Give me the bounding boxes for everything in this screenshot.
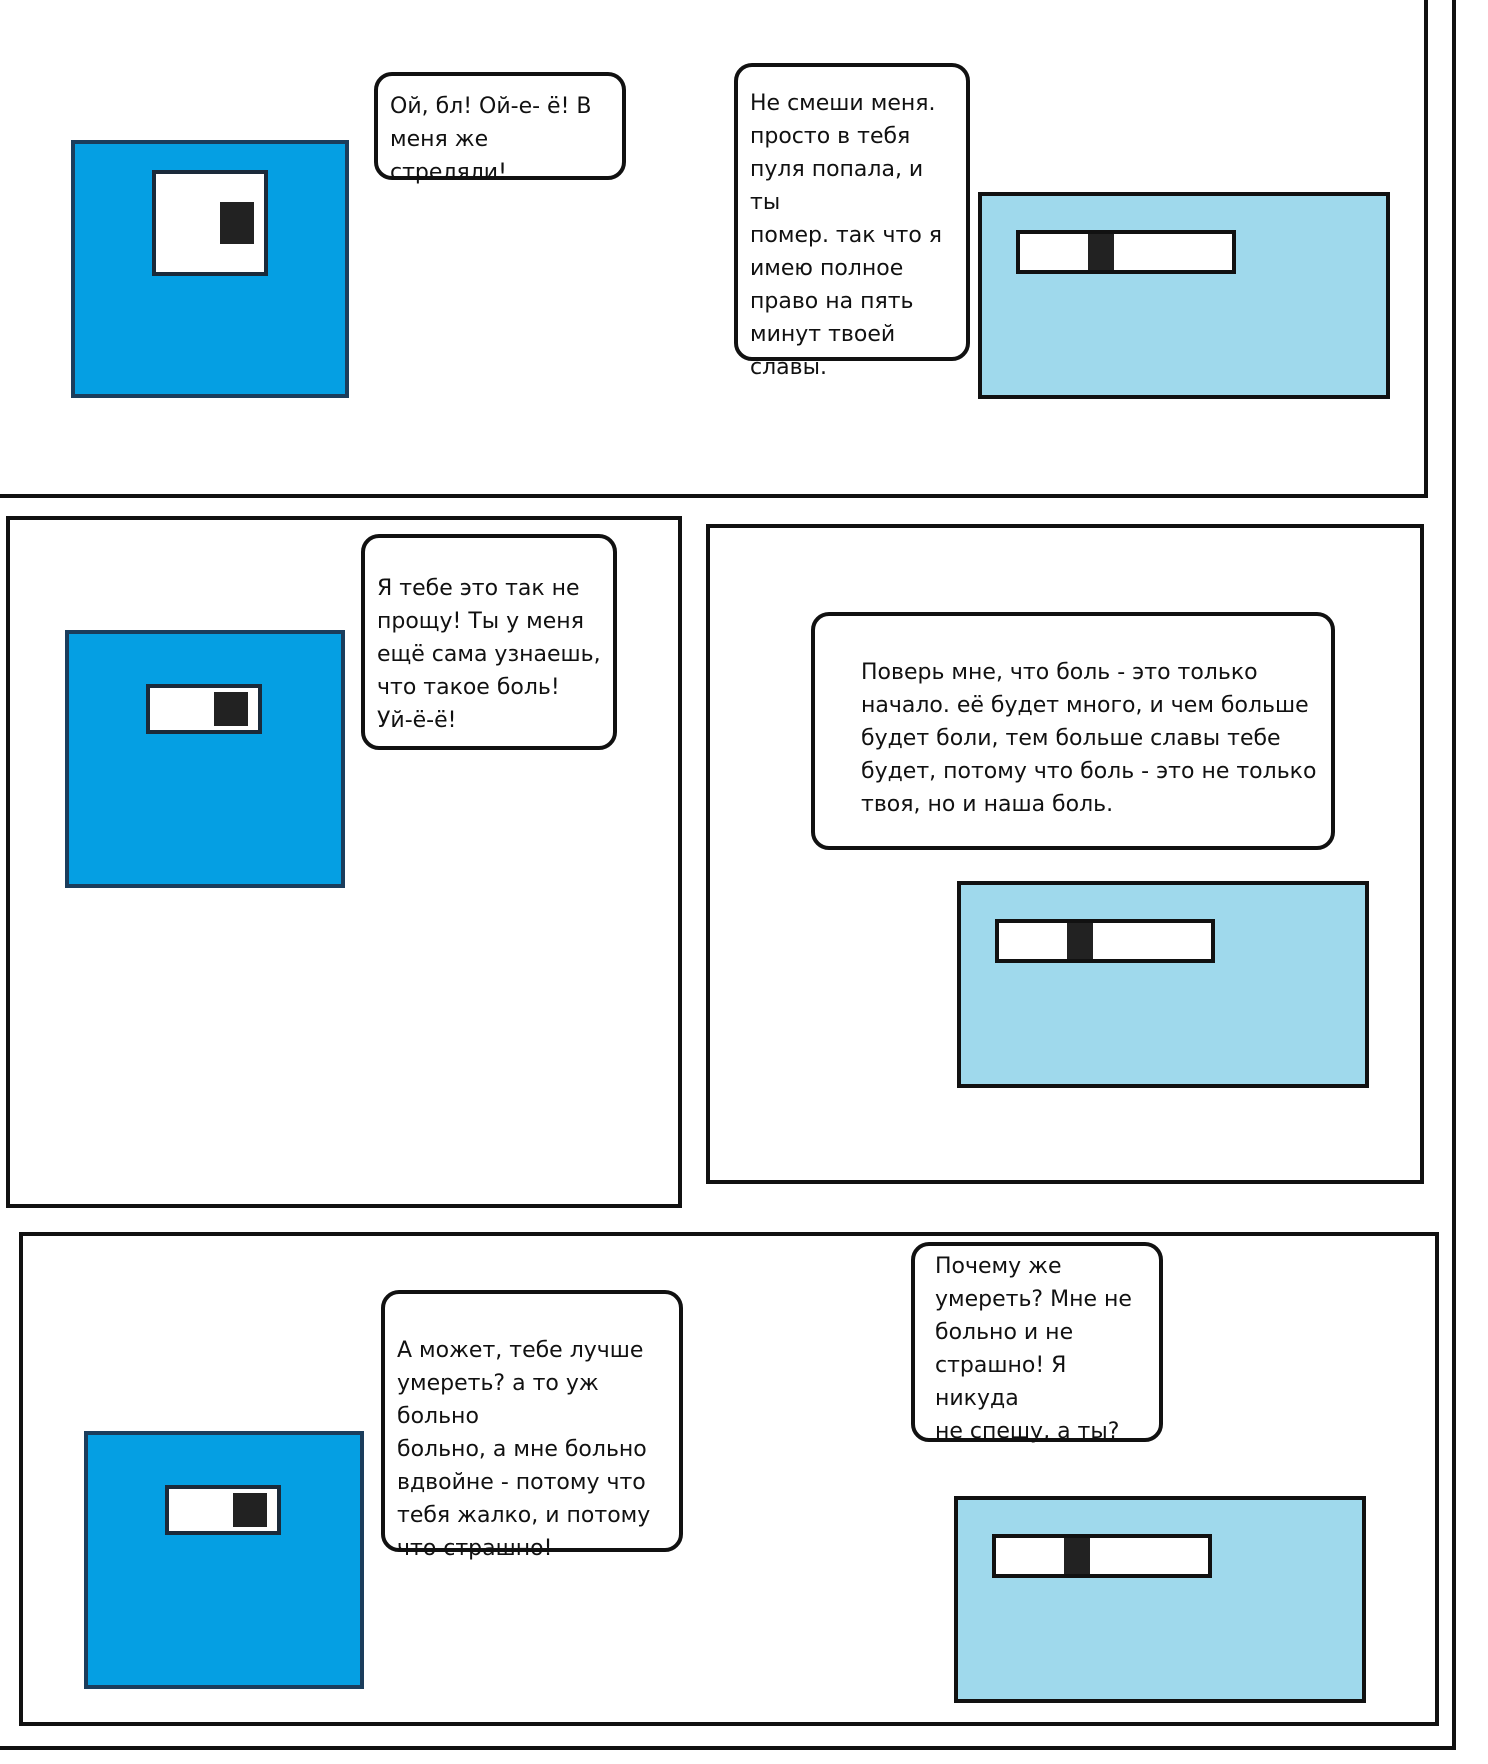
character-eye [1016, 230, 1236, 274]
speech-bubble: Ой, бл! Ой-е- ё! В меня же стреляли! [374, 72, 626, 180]
character-pupil [214, 692, 248, 726]
character-pupil [1088, 234, 1114, 270]
character-light-blue-rectangle [957, 881, 1369, 1088]
character-pupil [1064, 1538, 1090, 1574]
character-eye [152, 170, 268, 276]
character-eye [165, 1485, 281, 1535]
character-blue-square [65, 630, 345, 888]
speech-bubble: Поверь мне, что боль - это только начало. её будет много, и чем больше будет боли, тем больше славы тебе будет, потому что боль - это не только твоя, но и наша боль. [811, 612, 1335, 850]
page-bottom-border-outer [0, 1746, 1456, 1750]
speech-bubble: А может, тебе лучше умереть? а то уж больно больно, а мне больно вдвойне - потому что тебя жалко, и потому что страшно! [381, 1290, 683, 1552]
character-eye [146, 684, 262, 734]
character-blue-square [71, 140, 349, 398]
character-eye [992, 1534, 1212, 1578]
character-blue-square [84, 1431, 364, 1689]
page-right-border-outer [1452, 0, 1456, 1750]
character-eye [995, 919, 1215, 963]
speech-bubble: Не смеши меня. просто в тебя пуля попала, и ты помер. так что я имею полное право на пять минут твоей славы. [734, 63, 970, 361]
character-light-blue-rectangle [954, 1496, 1366, 1703]
character-pupil [220, 202, 254, 244]
character-pupil [233, 1493, 267, 1527]
character-light-blue-rectangle [978, 192, 1390, 399]
speech-bubble: Почему же умереть? Мне не больно и не страшно! Я никуда не спешу, а ты? [911, 1242, 1163, 1442]
speech-bubble: Я тебе это так не прощу! Ты у меня ещё сама узнаешь, что такое боль! Уй-ё-ё! [361, 534, 617, 750]
character-pupil [1067, 923, 1093, 959]
